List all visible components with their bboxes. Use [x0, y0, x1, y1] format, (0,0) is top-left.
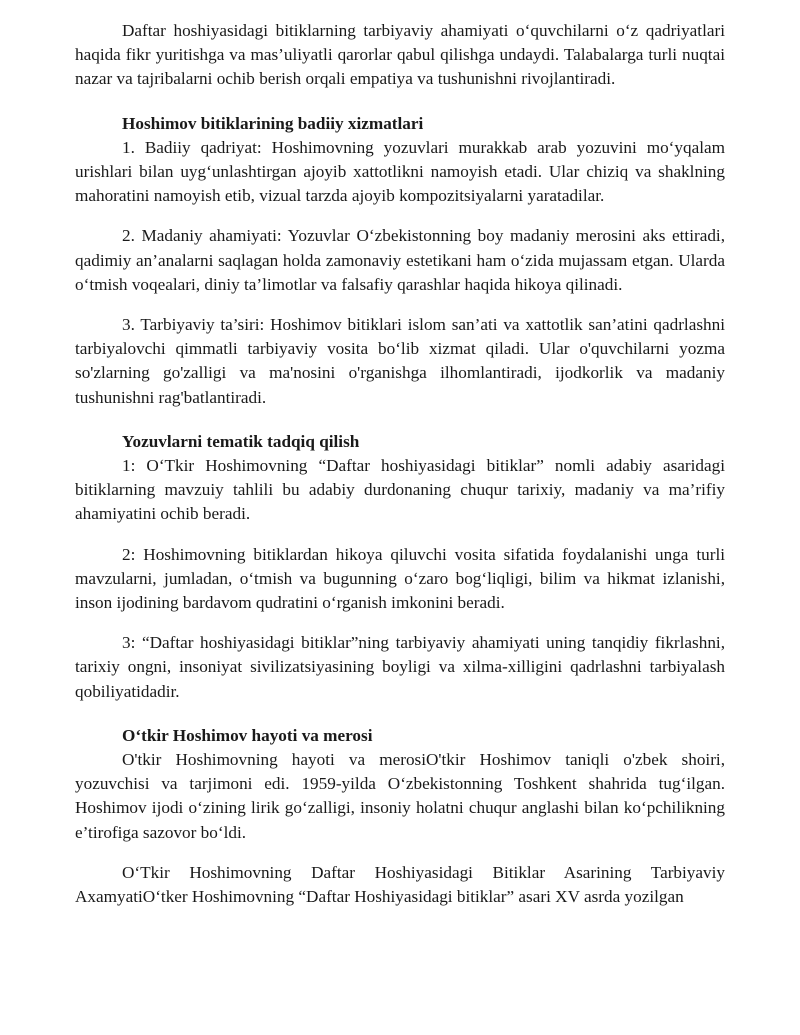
section-heading-thematic-study: Yozuvlarni tematik tadqiq qilish — [122, 431, 360, 451]
paragraph-biography: O'tkir Hoshimovning hayoti va merosiO'tkir Hoshimov taniqli o'zbek shoiri, yozuvchisi va tarjimoni edi. 1959-yilda O‘zbekistonning Toshkent shahrida tug‘ilgan. Hoshimov ijodi o‘zining lirik go‘zalligi, insoniy holatni chuqur anglashi bilan ko‘pchilikning e’tirofiga sazovor bo‘ldi. — [75, 750, 725, 842]
paragraph-artistic-value: 1. Badiiy qadriyat: Hoshimovning yozuvlari murakkab arab yozuvini mo‘yqalam urishlari bilan uyg‘unlashtirgan ajoyib xattotlikni namoyish etadi. Ular chiziq va shaklning mahoratini namoyish etib, vizual tarzda ajoyib kompozitsiyalarni yaratadilar. — [75, 137, 725, 206]
paragraph-thematic-3: 3: “Daftar hoshiyasidagi bitiklar”ning tarbiyaviy ahamiyati uning tanqidiy fikrlashni, tarixiy ongni, insoniyat sivilizatsiyasining boyligi va xilma-xilligini qadrlashni tarbiyalash qobiliyatidadir. — [75, 633, 725, 701]
paragraph-cultural-significance: 2. Madaniy ahamiyati: Yozuvlar O‘zbekistonning boy madaniy merosini aks ettiradi, qadimiy an’analarni saqlagan holda zamonaviy estetikani ham o‘zida mujassam etgan. Ularda o‘tmish voqealari, diniy ta’limotlar va falsafiy qarashlar haqida hikoya qilinadi. — [75, 226, 725, 294]
paragraph-educational-impact: 3. Tarbiyaviy ta’siri: Hoshimov bitiklari islom san’ati va xattotlik san’atini qadrlashni tarbiyalovchi qimmatli tarbiyaviy vosita bo‘lib xizmat qiladi. Ular o'quvchilarni yozma so'zlarning go'zalligi va ma'nosini o'rganishga ilhomlantiradi, ijodkorlik va madaniy tushunishni rag'batlantiradi. — [75, 315, 725, 407]
paragraph-thematic-2: 2: Hoshimovning bitiklardan hikoya qiluvchi vosita sifatida foydalanishi unga turli mavzularni, jumladan, o‘tmish va bugunning o‘zaro bog‘liqligi, bilim va hikmat izlanishi, inson ijodining bardavom qudratini o‘rganish imkonini beradi. — [75, 544, 725, 613]
intro-paragraph: Daftar hoshiyasidagi bitiklarning tarbiyaviy ahamiyati o‘quvchilarni o‘z qadriyatlari haqida fikr yuritishga va mas’uliyatli qarorlar qabul qilishga undaydi. Talabalarga turli nuqtai nazar va tajribalarni ochib berish orqali empatiya va tushunishni rivojlantiradi. — [75, 21, 725, 89]
section-heading-artistic-merits: Hoshimov bitiklarining badiiy xizmatlari — [122, 113, 424, 133]
paragraph-thematic-1: 1: O‘Tkir Hoshimovning “Daftar hoshiyasidagi bitiklar” nomli adabiy asaridagi bitiklarning mavzuiy tahlili bu adabiy durdonaning chuqur tarixiy, madaniy va ma’rifiy ahamiyatini ochib beradi. — [75, 456, 725, 524]
paragraph-educational-value: O‘Tkir Hoshimovning Daftar Hoshiyasidagi Bitiklar Asarining Tarbiyaviy AxamyatiO‘tker Hoshimovning “Daftar Hoshiyasidagi bitiklar” asari XV asrda yozilgan — [75, 862, 725, 907]
section-heading-life-legacy: O‘tkir Hoshimov hayoti va merosi — [122, 725, 373, 745]
